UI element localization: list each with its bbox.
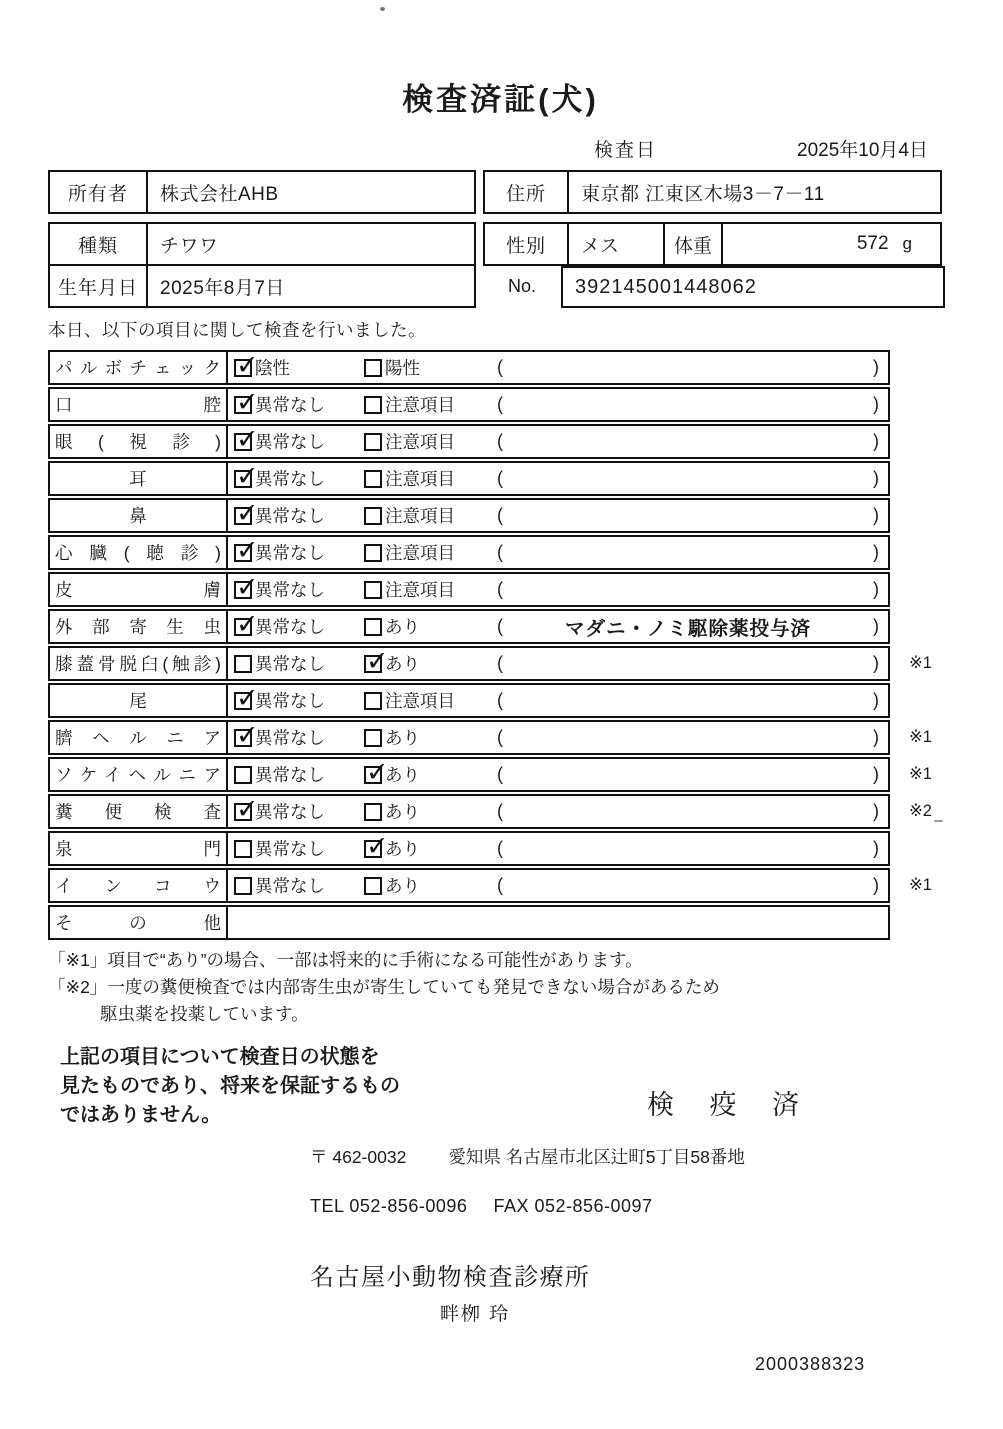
item-name-text: 鼻: [129, 506, 147, 526]
weight-value: 572: [856, 233, 889, 254]
birth-number-row: [48, 264, 953, 308]
option-1: [228, 423, 358, 455]
option-1: [228, 836, 358, 861]
option-label: 異常なし: [255, 876, 325, 896]
option-label: 注意項目: [385, 432, 455, 452]
clinic-info: [310, 1144, 953, 1326]
option-label: 陰性: [255, 358, 290, 378]
checkbox-empty-icon: [364, 581, 382, 599]
note-mark: ※1: [908, 765, 932, 783]
option-label: 異常なし: [255, 432, 325, 452]
paren-open: (: [497, 838, 503, 858]
item-name: [50, 611, 228, 642]
option-1: [228, 571, 358, 603]
option-label: 異常なし: [255, 691, 325, 711]
footnote-1: 「※1」項目で“あり”の場合、一部は将来的に手術になる可能性があります。: [48, 950, 643, 970]
paren-open: (: [497, 690, 503, 710]
option-1: [228, 793, 358, 825]
option-1: [228, 762, 358, 787]
item-name-text: 皮膚: [55, 580, 221, 600]
owner-label: 所有者: [50, 172, 148, 212]
checklist-row: [48, 793, 932, 829]
checkbox-empty-icon: [364, 618, 382, 636]
option-label: 異常なし: [255, 728, 325, 748]
option-label: 異常なし: [255, 543, 325, 563]
check-mark-icon: ✓: [236, 682, 259, 714]
checkbox-checked-icon: [234, 349, 259, 381]
page-title: 検査済証(犬): [402, 82, 599, 117]
option-label: 異常なし: [255, 395, 325, 415]
paren-open: (: [497, 616, 503, 636]
exam-date-value: 2025年10月4日: [797, 140, 928, 161]
checklist-row: [48, 756, 932, 792]
weight-unit: g: [902, 234, 912, 253]
checklist-row: [48, 683, 890, 718]
option-1: [228, 534, 358, 566]
exam-date-label: 検査日: [594, 140, 658, 161]
checkbox-empty-icon: [234, 655, 252, 673]
check-mark-icon: ✓: [236, 608, 259, 640]
paren-close: ): [873, 542, 879, 562]
checkbox-empty-icon: [364, 433, 382, 451]
paren-close: ): [872, 616, 879, 636]
sex-weight-box: [483, 222, 942, 266]
result-paren: [488, 875, 888, 896]
option-1: [228, 682, 358, 714]
result-paren: [488, 431, 888, 452]
check-mark-icon: ✓: [236, 386, 259, 418]
item-name-text: 心臓(聴診): [55, 543, 221, 563]
item-name-text: 膝蓋骨脱臼(触診): [55, 654, 221, 674]
option-label: 注意項目: [385, 580, 455, 600]
disclaimer-stamp-row: [48, 1043, 953, 1130]
option-label: 異常なし: [255, 839, 325, 859]
sex-value: メス: [569, 224, 665, 264]
checklist-row: [48, 905, 890, 940]
item-name: [50, 352, 228, 383]
checkbox-empty-icon: [234, 877, 252, 895]
paren-open: (: [497, 394, 503, 414]
option-label: あり: [385, 876, 420, 896]
paren-close: ): [873, 727, 879, 747]
checkbox-empty-icon: [364, 729, 382, 747]
option-2: [358, 540, 488, 565]
item-name: [50, 389, 228, 420]
clinic-postal-row: [310, 1144, 953, 1169]
checkbox-empty-icon: [364, 470, 382, 488]
option-label: 陽性: [385, 358, 420, 378]
checkbox-checked-icon: [234, 608, 259, 640]
paren-close: ): [873, 801, 879, 821]
option-label: 異常なし: [255, 580, 325, 600]
checkbox-empty-icon: [364, 359, 382, 377]
checklist-row: [48, 387, 890, 422]
option-2: [358, 503, 488, 528]
intro-text: 本日、以下の項目に関して検査を行いました。: [48, 320, 426, 340]
option-label: あり: [385, 802, 420, 822]
item-name-text: 臍ヘルニア: [55, 728, 221, 748]
address-value: 東京都 江東区木場3－7－11: [581, 183, 825, 205]
weight-value-cell: [723, 224, 940, 264]
checkbox-checked-icon: [364, 645, 389, 677]
scan-speck: [934, 820, 943, 822]
item-name-text: 泉門: [55, 839, 221, 859]
option-1: [228, 349, 358, 381]
paren-close: ): [873, 875, 879, 895]
option-2: [358, 645, 488, 677]
checkbox-empty-icon: [234, 766, 252, 784]
item-name: [50, 537, 228, 568]
veterinarian-name: 畔栁 玲: [440, 1303, 511, 1325]
check-mark-icon: ✓: [236, 571, 259, 603]
check-mark-icon: ✓: [236, 460, 259, 492]
item-name: [50, 833, 228, 864]
clinic-telfax-row: [310, 1196, 953, 1217]
checkbox-checked-icon: [364, 756, 389, 788]
option-1: [228, 386, 358, 418]
paren-close: ): [873, 838, 879, 858]
option-label: 注意項目: [385, 395, 455, 415]
paren-close: ): [873, 653, 879, 673]
number-area: [483, 264, 945, 308]
result-paren: [488, 838, 888, 859]
breed-sex-weight-row: [48, 222, 953, 266]
checklist-row: [48, 868, 932, 903]
checkbox-empty-icon: [364, 692, 382, 710]
paren-open: (: [497, 801, 503, 821]
item-name: [50, 463, 228, 494]
note-mark: ※1: [908, 876, 932, 894]
breed-value: チワワ: [160, 235, 219, 257]
item-name-text: 糞便検査: [55, 802, 221, 822]
owner-value: 株式会社AHB: [160, 183, 279, 205]
weight-label: 体重: [665, 224, 723, 264]
item-name-text: その他: [55, 913, 221, 933]
result-paren: [488, 613, 888, 641]
checklist-row: [48, 350, 890, 385]
result-paren: [488, 468, 888, 489]
paren-open: (: [497, 579, 503, 599]
paren-close: ): [873, 431, 879, 451]
option-2: [358, 799, 488, 824]
item-name-text: ソケイヘルニア: [55, 765, 221, 785]
checkbox-checked-icon: [234, 682, 259, 714]
result-paren: [488, 394, 888, 415]
option-label: あり: [385, 765, 420, 785]
footnote-2-line2: 駆虫薬を投薬しています。: [100, 1003, 309, 1024]
option-label: 異常なし: [255, 765, 325, 785]
item-name: [50, 759, 228, 790]
option-label: 注意項目: [385, 543, 455, 563]
paren-close: ): [873, 764, 879, 784]
checkbox-checked-icon: [234, 460, 259, 492]
serial-number: 2000388323: [755, 1353, 866, 1374]
option-2: [358, 614, 488, 639]
checklist-row: [48, 719, 932, 755]
address-box: [483, 170, 942, 214]
checklist-row: [48, 535, 890, 570]
clinic-name: 名古屋小動物検査診療所: [310, 1263, 591, 1291]
paren-text: マダニ・ノミ駆除薬投与済: [564, 617, 811, 640]
paren-close: ): [873, 579, 879, 599]
result-paren: [488, 579, 888, 600]
check-mark-icon: ✓: [366, 645, 389, 677]
paren-open: (: [497, 727, 503, 747]
clinic-tel: TEL 052-856-0096: [310, 1195, 468, 1216]
checkbox-empty-icon: [364, 803, 382, 821]
check-mark-icon: ✓: [236, 793, 259, 825]
result-paren: [488, 764, 888, 785]
paren-open: (: [497, 542, 503, 562]
sex-label: 性別: [485, 224, 569, 264]
option-2: [358, 725, 488, 750]
paren-open: (: [497, 357, 503, 377]
item-name-text: 口腔: [55, 395, 221, 415]
clinic-address: 愛知県 名古屋市北区辻町5丁目58番地: [448, 1146, 745, 1167]
result-paren: [488, 690, 888, 711]
item-name: [50, 648, 228, 679]
result-paren: [488, 727, 888, 748]
check-mark-icon: ✓: [236, 423, 259, 455]
checkbox-empty-icon: [234, 840, 252, 858]
item-name-text: パルボチェック: [55, 358, 221, 378]
option-1: [228, 873, 358, 898]
checkbox-empty-icon: [364, 396, 382, 414]
paren-open: (: [497, 875, 503, 895]
checklist-row: [48, 831, 890, 866]
checklist-row: [48, 424, 890, 459]
option-label: 異常なし: [255, 469, 325, 489]
paren-open: (: [497, 653, 503, 673]
checkbox-checked-icon: [234, 719, 259, 751]
item-name: [50, 722, 228, 753]
item-name-text: 外部寄生虫: [55, 617, 221, 637]
option-2: [358, 756, 488, 788]
checkbox-checked-icon: [234, 386, 259, 418]
disclaimer-line-1: 上記の項目について検査日の状態を: [60, 1045, 380, 1068]
paren-close: ): [873, 505, 879, 525]
check-mark-icon: ✓: [236, 497, 259, 529]
checklist-row: [48, 461, 890, 496]
checkbox-checked-icon: [234, 571, 259, 603]
option-2: [358, 577, 488, 602]
address-label: 住所: [485, 172, 569, 212]
option-1: [228, 460, 358, 492]
checklist-row: [48, 572, 890, 607]
check-mark-icon: ✓: [236, 534, 259, 566]
footnote-2-line1: 「※2」一度の糞便検査では内部寄生虫が寄生していても発見できない場合があるため: [48, 976, 720, 997]
number-label: No.: [507, 275, 536, 296]
scan-speck: [380, 7, 385, 11]
result-paren: [488, 505, 888, 526]
paren-open: (: [497, 431, 503, 451]
checklist-row: [48, 609, 890, 644]
paren-close: ): [873, 690, 879, 710]
paren-close: ): [873, 394, 879, 414]
item-name: [50, 500, 228, 531]
checkbox-empty-icon: [364, 544, 382, 562]
option-label: 注意項目: [385, 691, 455, 711]
option-label: あり: [385, 654, 420, 674]
number-value: 392145001448062: [561, 266, 945, 308]
item-name: [50, 907, 228, 938]
checkbox-empty-icon: [364, 507, 382, 525]
breed-label: 種類: [50, 224, 148, 264]
check-mark-icon: ✓: [236, 349, 259, 381]
result-paren: [488, 357, 888, 378]
checkbox-checked-icon: [234, 497, 259, 529]
footnotes: [48, 948, 953, 1027]
checkbox-checked-icon: [364, 830, 389, 862]
disclaimer-line-2: 見たものであり、将来を保証するもの: [60, 1074, 400, 1097]
item-name: [50, 574, 228, 605]
paren-close: ): [873, 468, 879, 488]
owner-address-row: [48, 170, 953, 214]
option-2: [358, 873, 488, 898]
item-name: [50, 685, 228, 716]
item-name: [50, 796, 228, 827]
paren-close: ): [873, 357, 879, 377]
result-paren: [488, 653, 888, 674]
option-1: [228, 497, 358, 529]
option-label: 注意項目: [385, 469, 455, 489]
option-label: 注意項目: [385, 506, 455, 526]
option-label: あり: [385, 617, 420, 637]
clinic-fax: FAX 052-856-0097: [493, 1195, 653, 1216]
option-label: 異常なし: [255, 802, 325, 822]
check-mark-icon: ✓: [366, 756, 389, 788]
check-mark-icon: ✓: [366, 830, 389, 862]
checkbox-checked-icon: [234, 534, 259, 566]
quarantine-stamp: 検 疫 済: [646, 1089, 813, 1120]
item-name-text: インコウ: [55, 876, 221, 896]
result-paren: [488, 542, 888, 563]
option-label: 異常なし: [255, 654, 325, 674]
paren-open: (: [497, 505, 503, 525]
birth-label: 生年月日: [50, 266, 148, 306]
option-1: [228, 719, 358, 751]
note-mark: ※1: [908, 654, 932, 672]
checklist-row: [48, 645, 932, 681]
exam-date-row: [48, 135, 953, 162]
option-2: [358, 688, 488, 713]
birth-box: [48, 264, 476, 308]
item-name-text: 尾: [129, 691, 147, 711]
option-2: [358, 392, 488, 417]
item-name: [50, 426, 228, 457]
birth-value: 2025年8月7日: [160, 277, 285, 299]
exam-checklist: [48, 349, 932, 940]
option-2: [358, 429, 488, 454]
paren-open: (: [497, 764, 503, 784]
result-paren: [488, 801, 888, 822]
option-1: [228, 651, 358, 676]
option-2: [358, 830, 488, 862]
note-mark: ※2: [908, 802, 932, 820]
checkbox-checked-icon: [234, 793, 259, 825]
breed-box: [48, 222, 476, 266]
option-2: [358, 466, 488, 491]
check-mark-icon: ✓: [236, 719, 259, 751]
item-name-text: 耳: [129, 469, 147, 489]
option-1: [228, 608, 358, 640]
option-2: [358, 355, 488, 380]
owner-box: [48, 170, 476, 214]
item-name: [50, 870, 228, 901]
option-label: あり: [385, 839, 420, 859]
postal-code: 〒 462-0032: [310, 1146, 407, 1167]
disclaimer-text: [48, 1043, 400, 1130]
option-label: あり: [385, 728, 420, 748]
checkbox-empty-icon: [364, 877, 382, 895]
checkbox-checked-icon: [234, 423, 259, 455]
note-mark: ※1: [908, 728, 932, 746]
item-name-text: 眼(視診): [55, 432, 221, 452]
paren-open: (: [497, 468, 503, 488]
disclaimer-line-3: ではありません。: [60, 1103, 222, 1126]
option-label: 異常なし: [255, 506, 325, 526]
checklist-row: [48, 498, 890, 533]
option-label: 異常なし: [255, 617, 325, 637]
